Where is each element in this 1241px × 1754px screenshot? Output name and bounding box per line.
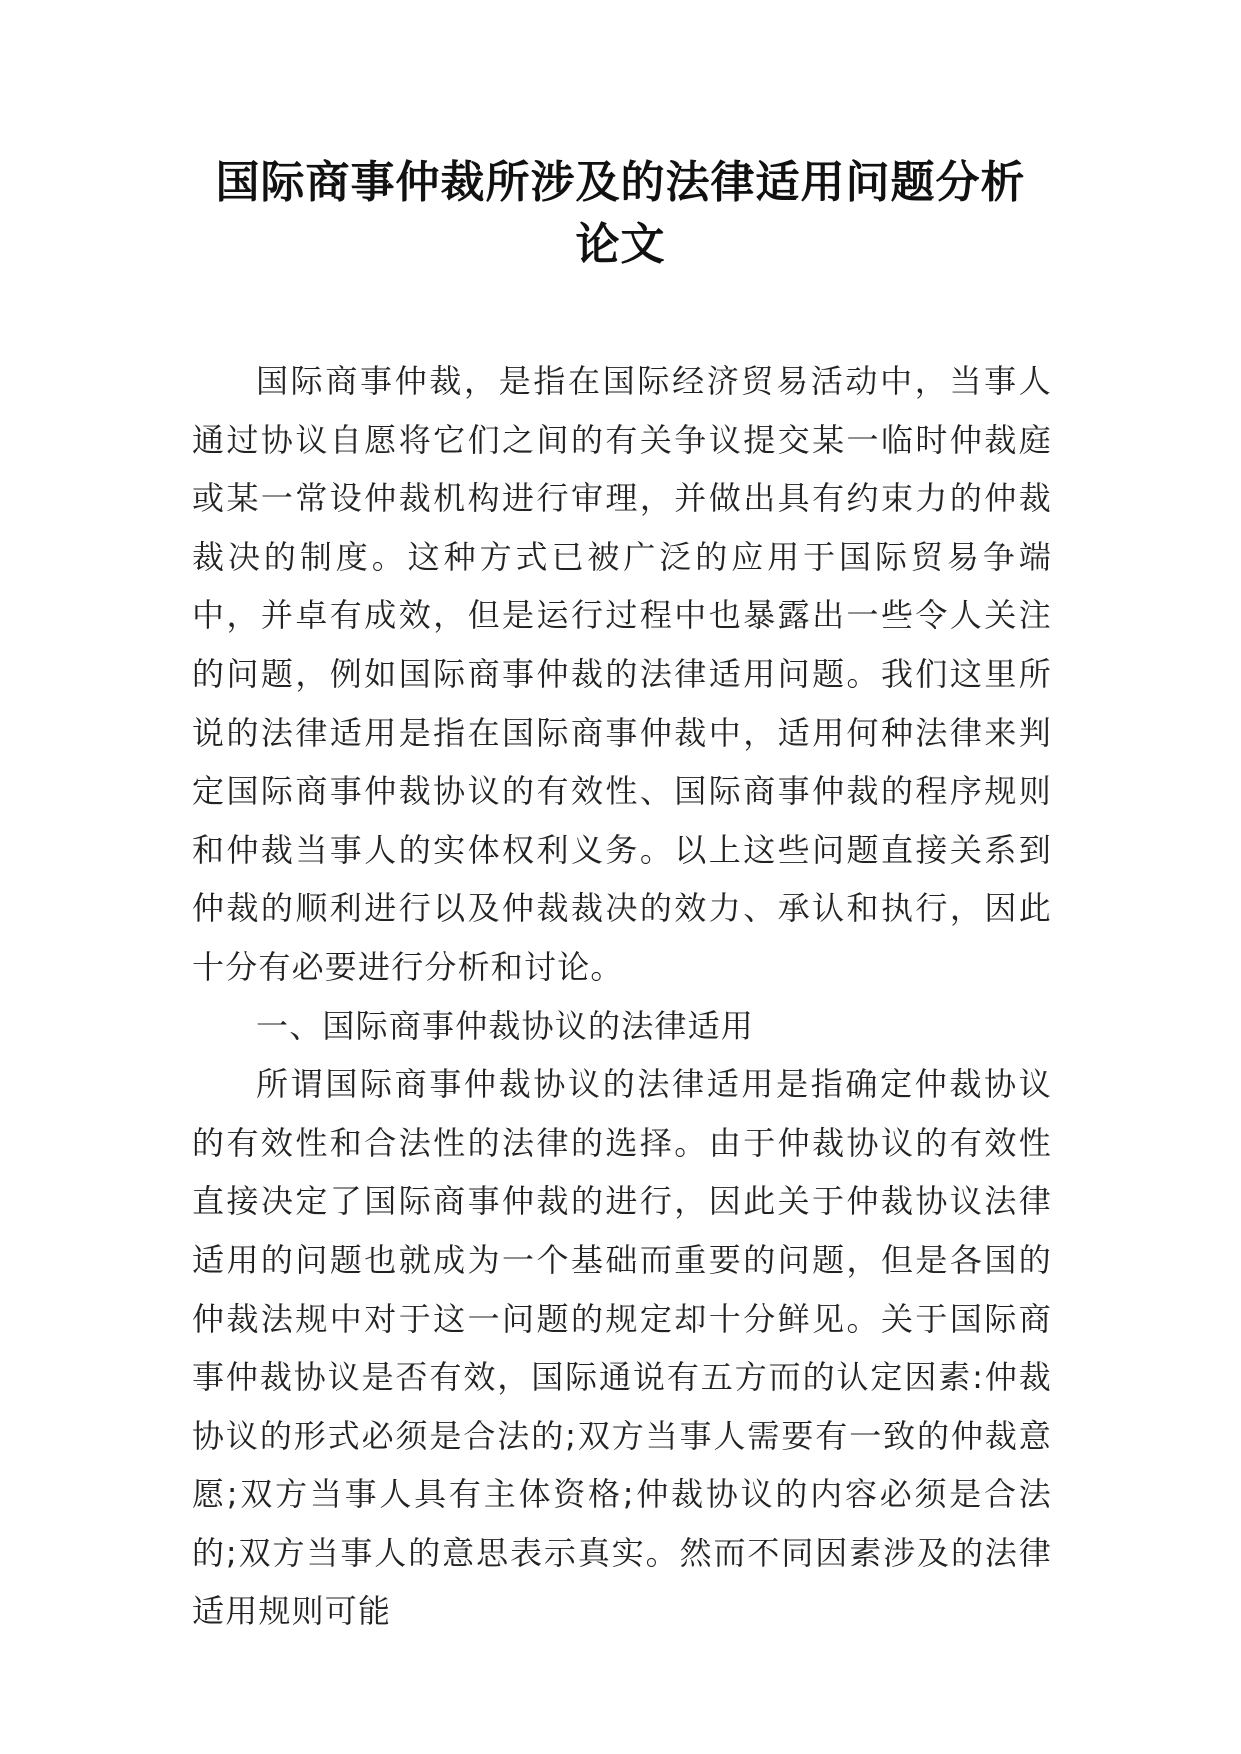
section-heading-1: 一、国际商事仲裁协议的法律适用 [256, 1006, 755, 1045]
document-body [192, 352, 1052, 1641]
body-paragraph-section-1: 所谓国际商事仲裁协议的法律适用是指确定仲裁协议的有效性和合法性的法律的选择。由于仲裁协议的有效性直接决定了国际商事仲裁的进行，因此关于仲裁协议法律适用的问题也就成为一个基础而重要的问题，但是各国的仲裁法规中对于这一问题的规定却十分鲜见。关于国际商事仲裁协议是否有效，国际通说有五方而的认定因素:仲裁协议的形式必须是合法的;双方当事人需要有一致的仲裁意愿;双方当事人具有主体资格;仲裁协议的内容必须是合法的;双方当事人的意思表示真实。然而不同因素涉及的法律适用规则可能 [192, 1065, 1052, 1631]
document-title [150, 152, 1091, 276]
document-title-line-1: 国际商事仲裁所涉及的法律适用问题分析 [215, 157, 1026, 208]
body-paragraph-intro: 国际商事仲裁，是指在国际经济贸易活动中，当事人通过协议自愿将它们之间的有关争议提交某一临时仲裁庭或某一常设仲裁机构进行审理，并做出具有约束力的仲裁裁决的制度。这种方式已被广泛的应用于国际贸易争端中，并卓有成效，但是运行过程中也暴露出一些令人关注的问题，例如国际商事仲裁的法律适用问题。我们这里所说的法律适用是指在国际商事仲裁中，适用何种法律来判定国际商事仲裁协议的有效性、国际商事仲裁的程序规则和仲裁当事人的实体权利义务。以上这些问题直接关系到仲裁的顺利进行以及仲裁裁决的效力、承认和执行，因此十分有必要进行分析和讨论。 [192, 362, 1052, 986]
document-title-line-2: 论文 [575, 219, 666, 270]
